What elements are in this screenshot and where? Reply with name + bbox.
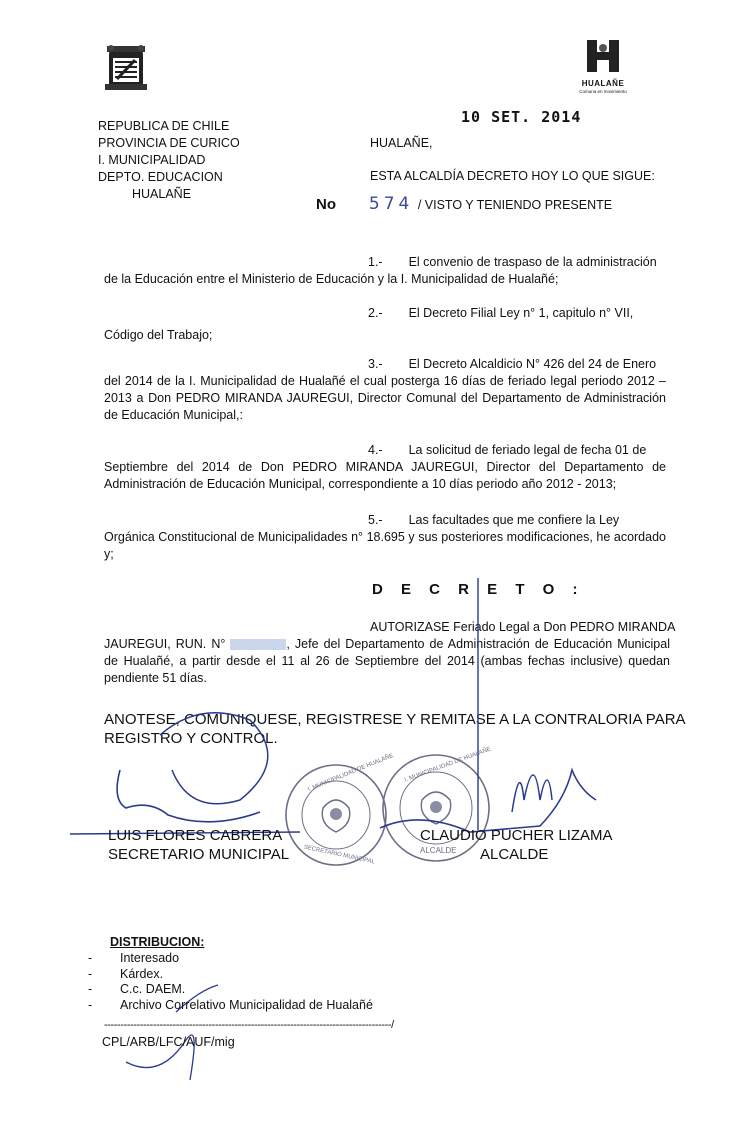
autorizase-post: , Jefe del Departamento de Administración de Educación Municipal de Hualañé, a partir desde el 11 al 26 de Septiembre del 2014 (ambas fechas inclusive) quedan pendiente 51 días. (104, 637, 670, 685)
header-depto: DEPTO. EDUCACION (98, 170, 223, 184)
stamp-alcalde-bottom: ALCALDE (420, 846, 457, 855)
item-4-first: La solicitud de feriado legal de fecha 01 de (408, 443, 647, 457)
list-item: - Archivo Correlativo Municipalidad de Hualañé (88, 998, 373, 1014)
item-4-rest: Septiembre del 2014 de Don PEDRO MIRANDA JAUREGUI, Director del Departamento de Administración de Educación Municipal, correspondiente a 10 días periodo año 2012 - 2013; (104, 460, 666, 491)
item-3-first: El Decreto Alcaldicio N° 426 del 24 de Enero (408, 357, 657, 371)
intro-text: ESTA ALCALDÍA DECRETO HOY LO QUE SIGUE: (370, 169, 655, 183)
initials: CPL/ARB/LFC/AUF/mig (102, 1035, 235, 1049)
stamp-alcalde-top: I. MUNICIPALIDAD DE HUALAÑE (403, 746, 492, 784)
item-4-num: 4.- (368, 443, 383, 457)
signer-secretario (108, 826, 289, 864)
item-2-num: 2.- (368, 306, 383, 320)
decree-number: 574 (368, 194, 414, 214)
distribucion-block (88, 934, 373, 1013)
autorizase-first: AUTORIZASE Feriado Legal a Don PEDRO MIRANDA (370, 620, 676, 634)
place-label: HUALAÑE, (370, 136, 433, 150)
visto-text: / VISTO Y TENIENDO PRESENTE (417, 198, 613, 212)
item-1-first: El convenio de traspaso de la administración (408, 255, 657, 269)
signer-alcalde (420, 826, 613, 864)
item-5-num: 5.- (368, 513, 383, 527)
alcalde-name: CLAUDIO PUCHER LIZAMA (420, 827, 613, 844)
header-municipalidad: I. MUNICIPALIDAD (98, 153, 206, 167)
logo-tagline: Comuna en movimiento (579, 89, 627, 94)
closing-line-1: ANOTESE, COMUNIQUESE, REGISTRESE Y REMITASE A LA CONTRALORIA PARA (104, 711, 686, 728)
decree-no-label: No (316, 196, 336, 213)
logo-brand: HUALAÑE (581, 79, 625, 88)
item-3-rest: del 2014 de la I. Municipalidad de Hualañé el cual posterga 16 días de feriado legal periodo 2012 – 2013 a Don PEDRO MIRANDA JAUREGUI, Director Comunal del Departamento de Administración de Educación Municipal,: (104, 374, 666, 422)
distribucion-title: DISTRIBUCION: (110, 935, 205, 949)
stamp-secretario-bottom: SECRETARIO MUNICIPAL (303, 844, 376, 866)
item-3-num: 3.- (368, 357, 383, 371)
decreto-title: D E C R E T O : (372, 581, 585, 598)
distribucion-list (88, 951, 373, 1013)
item-1-num: 1.- (368, 255, 383, 269)
list-item: - Interesado (88, 951, 373, 967)
header-republica: REPUBLICA DE CHILE (98, 119, 230, 133)
alcalde-title: ALCALDE (480, 846, 549, 863)
secretario-name: LUIS FLORES CABRERA (108, 827, 283, 844)
item-5-rest: Orgánica Constitucional de Municipalidades n° 18.695 y sus posteriores modificaciones, he acordado y; (104, 530, 666, 561)
stamp-secretario-top: I. MUNICIPALIDAD DE HUALAÑE (307, 753, 395, 793)
secretario-title: SECRETARIO MUNICIPAL (108, 846, 290, 863)
item-2-rest: Código del Trabajo; (104, 328, 213, 342)
separator-line: ----------------------------------------------------------------------------------------/ (104, 1019, 394, 1031)
header-hualane: HUALAÑE (132, 187, 192, 201)
list-item: - Kárdex. (88, 967, 373, 983)
item-2-first: El Decreto Filial Ley n° 1, capitulo n° VII, (408, 306, 634, 320)
item-5-first: Las facultades que me confiere la Ley (408, 513, 620, 527)
item-1-rest: de la Educación entre el Ministerio de Educación y la I. Municipalidad de Hualañé; (104, 272, 559, 286)
autorizase-pre: JAUREGUI, RUN. N° (104, 637, 226, 651)
date-stamp: 10 SET. 2014 (461, 108, 582, 126)
closing-line-2: REGISTRO Y CONTROL. (104, 730, 278, 747)
list-item: - C.c. DAEM. (88, 982, 373, 998)
header-provincia: PROVINCIA DE CURICO (98, 136, 240, 150)
